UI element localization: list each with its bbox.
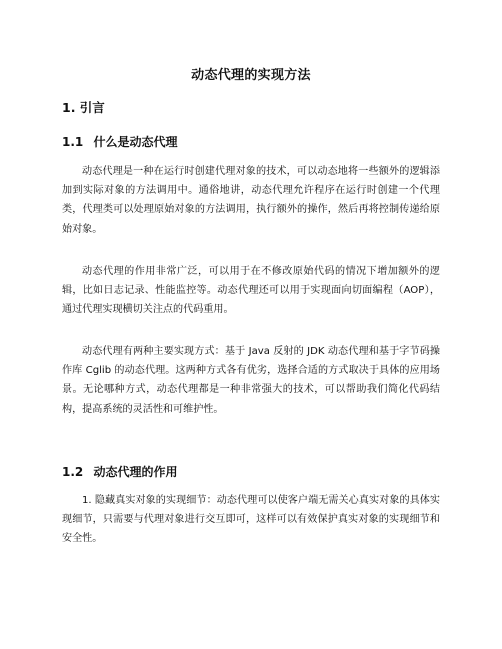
document-title: 动态代理的实现方法 xyxy=(191,68,311,83)
subsection-number: 1.1 xyxy=(62,135,84,149)
subsection-heading-purpose xyxy=(62,463,177,480)
section-heading-introduction: 1. 引言 xyxy=(62,100,105,115)
paragraph-implementations: 动态代理有两种主要实现方式：基于 Java 反射的 JDK 动态代理和基于字节码操作库 Cglib 的动态代理。这两种方式各有优劣，选择合适的方式取决于具体的应用场景。无论哪种方式，动态代理都是一种非常强大的技术，可以帮助我们简化代码结构，提高系统的灵活性和可维护性。 xyxy=(62,346,440,415)
subsection-title: 动态代理的作用 xyxy=(93,465,178,479)
paragraph-usage: 动态代理的作用非常广泛，可以用于在不修改原始代码的情况下增加额外的逻辑，比如日志记录、性能监控等。动态代理还可以用于实现面向切面编程（AOP），通过代理实现横切关注点的代码重用。 xyxy=(62,266,440,316)
paragraph-definition: 动态代理是一种在运行时创建代理对象的技术，可以动态地将一些额外的逻辑添加到实际对象的方法调用中。通俗地讲，动态代理允许程序在运行时创建一个代理类，代理类可以处理原始对象的方法调用，执行额外的操作，然后再将控制传递给原始对象。 xyxy=(62,166,440,235)
subsection-title: 什么是动态代理 xyxy=(93,135,178,149)
list-item-hide-details: 1. 隐藏真实对象的实现细节：动态代理可以使客户端无需关心真实对象的具体实现细节，只需要与代理对象进行交互即可，这样可以有效保护真实对象的实现细节和安全性。 xyxy=(62,495,440,545)
subsection-heading-what-is-dynamic-proxy xyxy=(62,133,177,150)
subsection-number: 1.2 xyxy=(62,465,84,479)
